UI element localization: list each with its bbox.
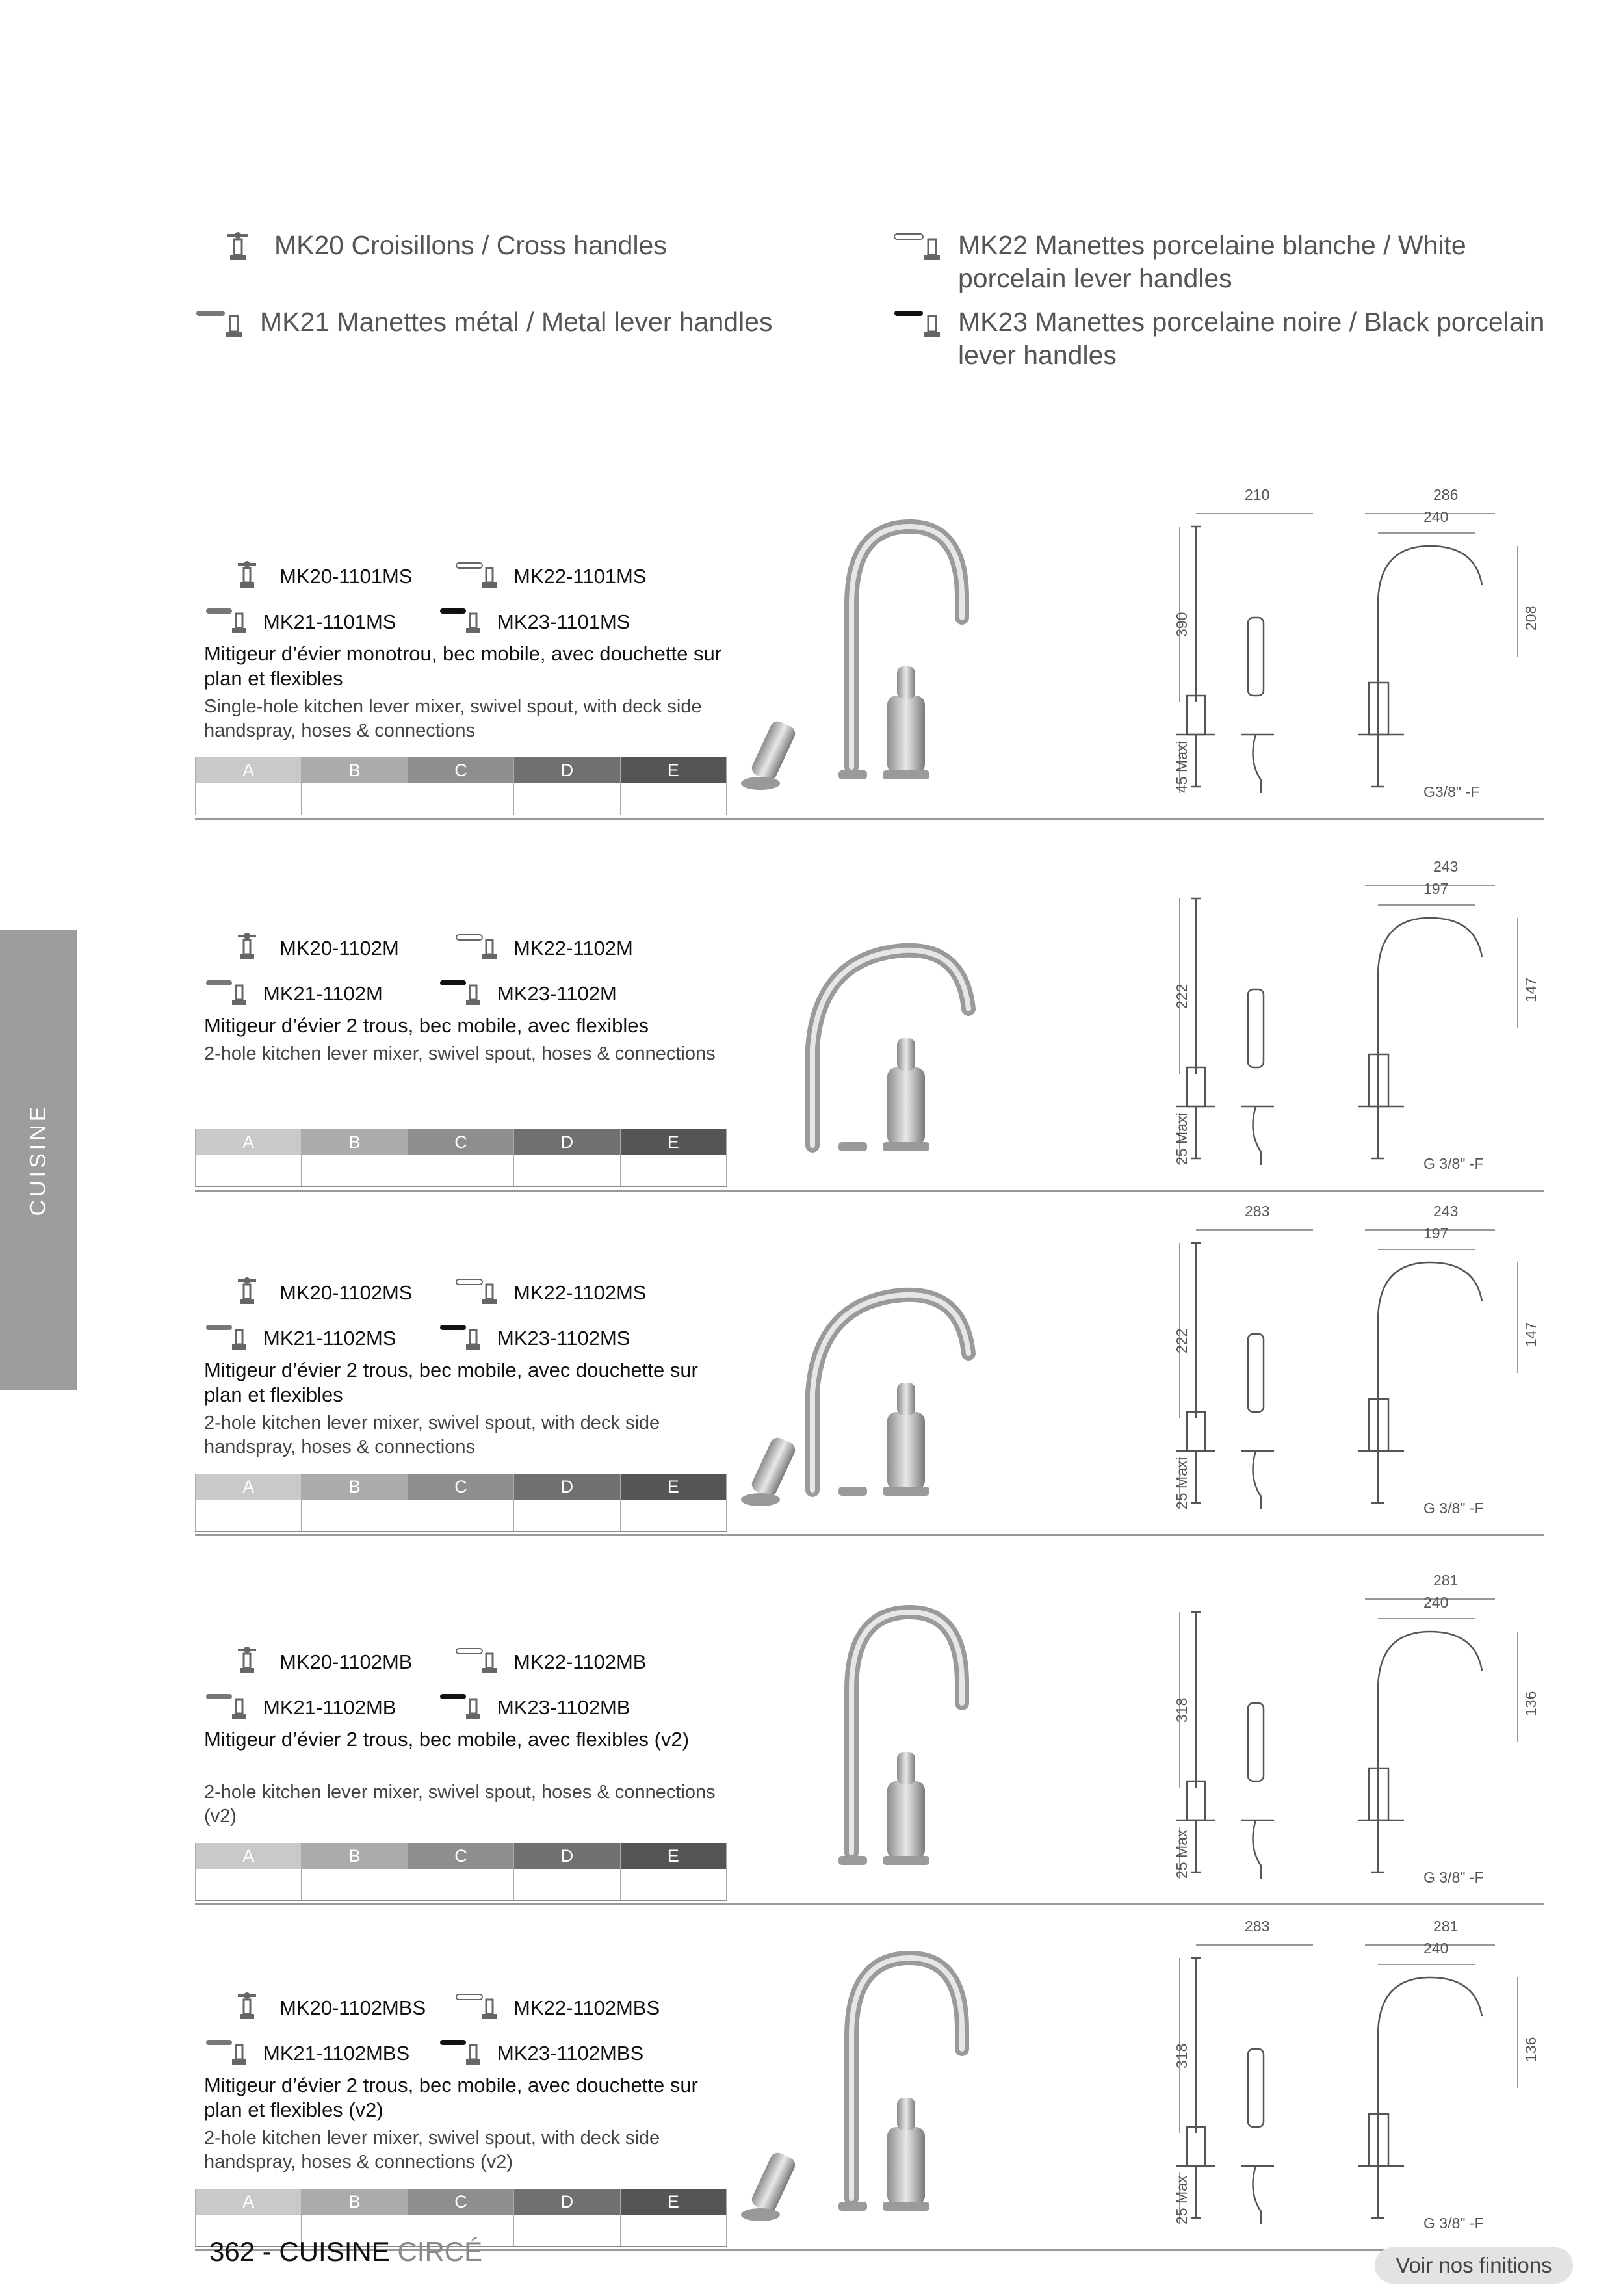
finish-header-a: A: [196, 1843, 302, 1869]
product-code-text: MK21-1102M: [263, 982, 383, 1005]
product-code-text: MK20-1102M: [279, 937, 399, 959]
finish-header-e: E: [620, 2189, 726, 2215]
front-view-drawing: [1358, 546, 1482, 787]
white-porcelain-lever-icon: [455, 931, 507, 966]
dimension-label: 281: [1433, 1572, 1459, 1589]
dimension-label: 286: [1433, 486, 1459, 503]
description-en: 2-hole kitchen lever mixer, swivel spout, hoses & connections (v2): [204, 1782, 716, 1827]
dimension-label: 283: [1245, 1918, 1270, 1935]
product-code-text: MK21-1102MS: [263, 1327, 396, 1350]
product-code[interactable]: [205, 2036, 409, 2071]
dimension-label: 25 Max: [1173, 2175, 1190, 2224]
product-code[interactable]: [439, 1321, 630, 1356]
finish-cell-e[interactable]: [620, 1500, 726, 1532]
finish-cell-a[interactable]: [196, 1500, 302, 1532]
product-code[interactable]: [455, 1990, 660, 2026]
product-code[interactable]: [439, 605, 630, 640]
black-porcelain-lever-icon: [439, 1690, 491, 1725]
description-en: 2-hole kitchen lever mixer, swivel spout, hoses & connections: [204, 1043, 716, 1064]
product-code[interactable]: [439, 2036, 643, 2071]
dimension-label: 197: [1423, 880, 1449, 897]
finish-cell-c[interactable]: [408, 1500, 513, 1532]
description-en: Single-hole kitchen lever mixer, swivel spout, with deck side handspray, hoses & connections: [204, 696, 702, 741]
finish-cell-c[interactable]: [408, 783, 513, 815]
product-code[interactable]: [221, 931, 399, 966]
finish-header-b: B: [302, 757, 408, 783]
finish-header-c: C: [408, 1474, 513, 1500]
side-tab-label: CUISINE: [25, 1103, 51, 1216]
dimension-label: 240: [1423, 1940, 1449, 1957]
dimension-label: 222: [1173, 1328, 1190, 1353]
finish-header-e: E: [620, 1474, 726, 1500]
finish-header-b: B: [302, 1474, 408, 1500]
cross-handle-icon: [221, 1645, 273, 1680]
finish-table: [195, 1129, 727, 1187]
row-divider: [195, 1534, 1544, 1536]
dimension-label: 208: [1522, 605, 1539, 631]
page-footer-title: [209, 2236, 482, 2267]
page-number: 362 - CUISINE: [209, 2236, 390, 2267]
finish-header-c: C: [408, 1129, 513, 1155]
product-code[interactable]: [205, 1690, 396, 1725]
dimension-label: 25 Maxi: [1173, 1112, 1190, 1165]
row-divider: [195, 1190, 1544, 1192]
legend-text: MK21 Manettes métal / Metal lever handles: [260, 307, 773, 337]
black-porcelain-lever-icon: [439, 2036, 491, 2071]
finish-header-e: E: [620, 1129, 726, 1155]
dimension-label: 390: [1173, 612, 1190, 637]
product-code-text: MK20-1102MS: [279, 1281, 413, 1304]
product-code[interactable]: [205, 1321, 396, 1356]
product-code-text: MK20-1102MB: [279, 1650, 413, 1673]
description-fr: Mitigeur d’évier 2 trous, bec mobile, avec flexibles (v2): [204, 1728, 690, 1751]
finish-header-e: E: [620, 757, 726, 783]
product-code-text: MK20-1102MBS: [279, 1996, 426, 2019]
description-fr: Mitigeur d’évier 2 trous, bec mobile, avec douchette sur plan et flexibles: [204, 1359, 698, 1406]
side-view-drawing: [1176, 1612, 1274, 1879]
product-code-text: MK22-1102M: [513, 937, 633, 959]
legend-text: MK23 Manettes porcelaine noire / Black porcelain lever handles: [958, 307, 1545, 370]
white-porcelain-lever-icon: [455, 1275, 507, 1311]
finish-cell-a[interactable]: [196, 1869, 302, 1901]
dimension-label: 318: [1173, 2043, 1190, 2068]
finish-table: [195, 757, 727, 815]
product-code[interactable]: [455, 1645, 646, 1680]
white-porcelain-lever-icon: [455, 559, 507, 594]
side-view-drawing: [1176, 1243, 1274, 1509]
cross-handle-icon: [208, 229, 268, 269]
product-code[interactable]: [455, 559, 646, 594]
finish-header-c: C: [408, 1843, 513, 1869]
description-fr: Mitigeur d’évier monotrou, bec mobile, avec douchette sur plan et flexibles: [204, 642, 722, 690]
finish-header-d: D: [514, 2189, 620, 2215]
product-code-text: MK23-1102MBS: [497, 2042, 644, 2065]
product-code-text: MK20-1101MS: [279, 565, 413, 588]
legend-item-mk20: [208, 229, 858, 269]
finish-header-d: D: [514, 1843, 620, 1869]
dimension-label: 136: [1522, 1691, 1539, 1716]
product-code-text: MK22-1102MB: [513, 1650, 647, 1673]
finish-cell-e[interactable]: [620, 1869, 726, 1901]
product-photo: [721, 1223, 1020, 1509]
dimension-label: G 3/8" -F: [1423, 1500, 1484, 1517]
metal-lever-icon: [205, 1690, 257, 1725]
legend-item-mk21: [194, 306, 870, 346]
finish-header-b: B: [302, 1843, 408, 1869]
metal-lever-icon: [205, 605, 257, 640]
finish-table: [195, 1843, 727, 1901]
finish-header-c: C: [408, 2189, 513, 2215]
black-porcelain-lever-icon: [892, 306, 952, 346]
product-code-text: MK22-1102MS: [513, 1281, 647, 1304]
product-code-text: MK23-1102MB: [497, 1696, 630, 1719]
finish-header-c: C: [408, 757, 513, 783]
product-code[interactable]: [221, 1645, 412, 1680]
finish-cell-a[interactable]: [196, 783, 302, 815]
product-code-text: MK23-1102MS: [497, 1327, 630, 1350]
finish-cell-a[interactable]: [196, 1155, 302, 1187]
finish-header-d: D: [514, 757, 620, 783]
metal-lever-icon: [194, 306, 253, 346]
legend-text: MK20 Croisillons / Cross handles: [274, 230, 667, 260]
product-row: [195, 1918, 1544, 2250]
product-photo: [721, 507, 1020, 793]
product-code[interactable]: [221, 1990, 426, 2026]
dimension-label: 281: [1433, 1918, 1459, 1935]
finish-cell-e[interactable]: [620, 1155, 726, 1187]
black-porcelain-lever-icon: [439, 976, 491, 1011]
dimension-label: 283: [1245, 1203, 1270, 1220]
dimension-label: 243: [1433, 1203, 1459, 1220]
legend-item-mk22: [892, 229, 1548, 295]
dimension-label: G 3/8" -F: [1423, 1869, 1484, 1886]
product-code[interactable]: [439, 1690, 630, 1725]
finish-cell-e[interactable]: [620, 2215, 726, 2247]
dimension-label: 318: [1173, 1697, 1190, 1723]
finish-cell-c[interactable]: [408, 1155, 513, 1187]
finish-header-d: D: [514, 1474, 620, 1500]
metal-lever-icon: [205, 2036, 257, 2071]
cross-handle-icon: [221, 931, 273, 966]
cross-handle-icon: [221, 1275, 273, 1311]
dimension-label: G3/8" -F: [1423, 783, 1480, 800]
finish-header-a: A: [196, 1474, 302, 1500]
front-view-drawing: [1358, 1977, 1482, 2218]
dimension-label: 210: [1245, 486, 1270, 503]
front-view-drawing: [1358, 1262, 1482, 1503]
finish-cell-d[interactable]: [514, 1500, 620, 1532]
finish-cell-d[interactable]: [514, 1155, 620, 1187]
finish-header-e: E: [620, 1843, 726, 1869]
product-photo: [721, 879, 1020, 1165]
white-porcelain-lever-icon: [455, 1990, 507, 2026]
dimension-label: 240: [1423, 1594, 1449, 1611]
description-en: 2-hole kitchen lever mixer, swivel spout, with deck side handspray, hoses & connections: [204, 1413, 660, 1457]
view-finishes-button[interactable]: Voir nos finitions: [1375, 2247, 1573, 2284]
product-photo: [721, 1593, 1020, 1879]
row-divider: [195, 818, 1544, 820]
product-code[interactable]: [221, 559, 412, 594]
finish-cell-d[interactable]: [514, 1869, 620, 1901]
product-code[interactable]: [205, 976, 383, 1011]
finish-header-b: B: [302, 1129, 408, 1155]
front-view-drawing: [1358, 1632, 1482, 1872]
dimension-label: 240: [1423, 508, 1449, 525]
product-code-text: MK23-1102M: [497, 982, 617, 1005]
technical-drawing: [1040, 1204, 1534, 1529]
product-row: [195, 1572, 1544, 1905]
dimension-label: 45 Maxi: [1173, 740, 1190, 793]
finish-cell-b[interactable]: [302, 783, 408, 815]
description-fr: Mitigeur d’évier 2 trous, bec mobile, avec douchette sur plan et flexibles (v2): [204, 2074, 698, 2121]
finish-cell-b[interactable]: [302, 1155, 408, 1187]
product-code[interactable]: [221, 1275, 412, 1311]
white-porcelain-lever-icon: [892, 229, 952, 269]
product-row: [195, 486, 1544, 819]
dimension-label: 136: [1522, 2037, 1539, 2062]
product-row: [195, 1203, 1544, 1535]
dimension-label: G 3/8" -F: [1423, 2215, 1484, 2232]
product-code[interactable]: [455, 931, 633, 966]
white-porcelain-lever-icon: [455, 1645, 507, 1680]
technical-drawing: [1040, 859, 1534, 1184]
metal-lever-icon: [205, 976, 257, 1011]
side-view-drawing: [1176, 898, 1274, 1165]
dimension-label: 243: [1433, 858, 1459, 875]
section-side-tab[interactable]: [0, 930, 77, 1390]
finish-header-d: D: [514, 1129, 620, 1155]
metal-lever-icon: [205, 1321, 257, 1356]
dimension-label: G 3/8" -F: [1423, 1155, 1484, 1172]
finish-header-a: A: [196, 757, 302, 783]
product-code-text: MK21-1102MBS: [263, 2042, 410, 2065]
cross-handle-icon: [221, 559, 273, 594]
product-row: [195, 858, 1544, 1191]
dimension-label: 197: [1423, 1225, 1449, 1242]
finish-header-b: B: [302, 2189, 408, 2215]
collection-name: CIRCÉ: [397, 2236, 483, 2267]
finish-cell-d[interactable]: [514, 2215, 620, 2247]
side-view-drawing: [1176, 1958, 1274, 2224]
black-porcelain-lever-icon: [439, 605, 491, 640]
dimension-label: 147: [1522, 977, 1539, 1002]
legend-item-mk23: [892, 306, 1548, 372]
finish-table: [195, 1474, 727, 1532]
dimension-label: 25 Maxi: [1173, 1457, 1190, 1509]
legend-text: MK22 Manettes porcelaine blanche / White porcelain lever handles: [958, 230, 1466, 293]
finish-cell-e[interactable]: [620, 783, 726, 815]
black-porcelain-lever-icon: [439, 1321, 491, 1356]
product-code[interactable]: [439, 976, 617, 1011]
finish-cell-c[interactable]: [408, 1869, 513, 1901]
description-fr: Mitigeur d’évier 2 trous, bec mobile, avec flexibles: [204, 1014, 649, 1037]
side-view-drawing: [1176, 527, 1274, 793]
dimension-label: 147: [1522, 1322, 1539, 1347]
technical-drawing: [1040, 1919, 1534, 2244]
product-photo: [721, 1938, 1020, 2224]
product-code-text: MK22-1102MBS: [513, 1996, 660, 2019]
product-code-text: MK21-1102MB: [263, 1696, 396, 1719]
finish-header-a: A: [196, 2189, 302, 2215]
technical-drawing: [1040, 1573, 1534, 1898]
technical-drawing: [1040, 488, 1534, 813]
finish-header-a: A: [196, 1129, 302, 1155]
finish-cell-d[interactable]: [514, 783, 620, 815]
description-en: 2-hole kitchen lever mixer, swivel spout, with deck side handspray, hoses & connections (v2): [204, 2128, 660, 2172]
product-code-text: MK23-1101MS: [497, 610, 630, 633]
dimension-label: 25 Max: [1173, 1829, 1190, 1879]
finish-cell-b[interactable]: [302, 1500, 408, 1532]
finish-cell-b[interactable]: [302, 1869, 408, 1901]
product-code[interactable]: [455, 1275, 646, 1311]
dimension-label: 222: [1173, 984, 1190, 1009]
product-code-text: MK22-1101MS: [513, 565, 647, 588]
product-code[interactable]: [205, 605, 396, 640]
product-code-text: MK21-1101MS: [263, 610, 396, 633]
front-view-drawing: [1358, 918, 1482, 1158]
row-divider: [195, 1903, 1544, 1905]
cross-handle-icon: [221, 1990, 273, 2026]
